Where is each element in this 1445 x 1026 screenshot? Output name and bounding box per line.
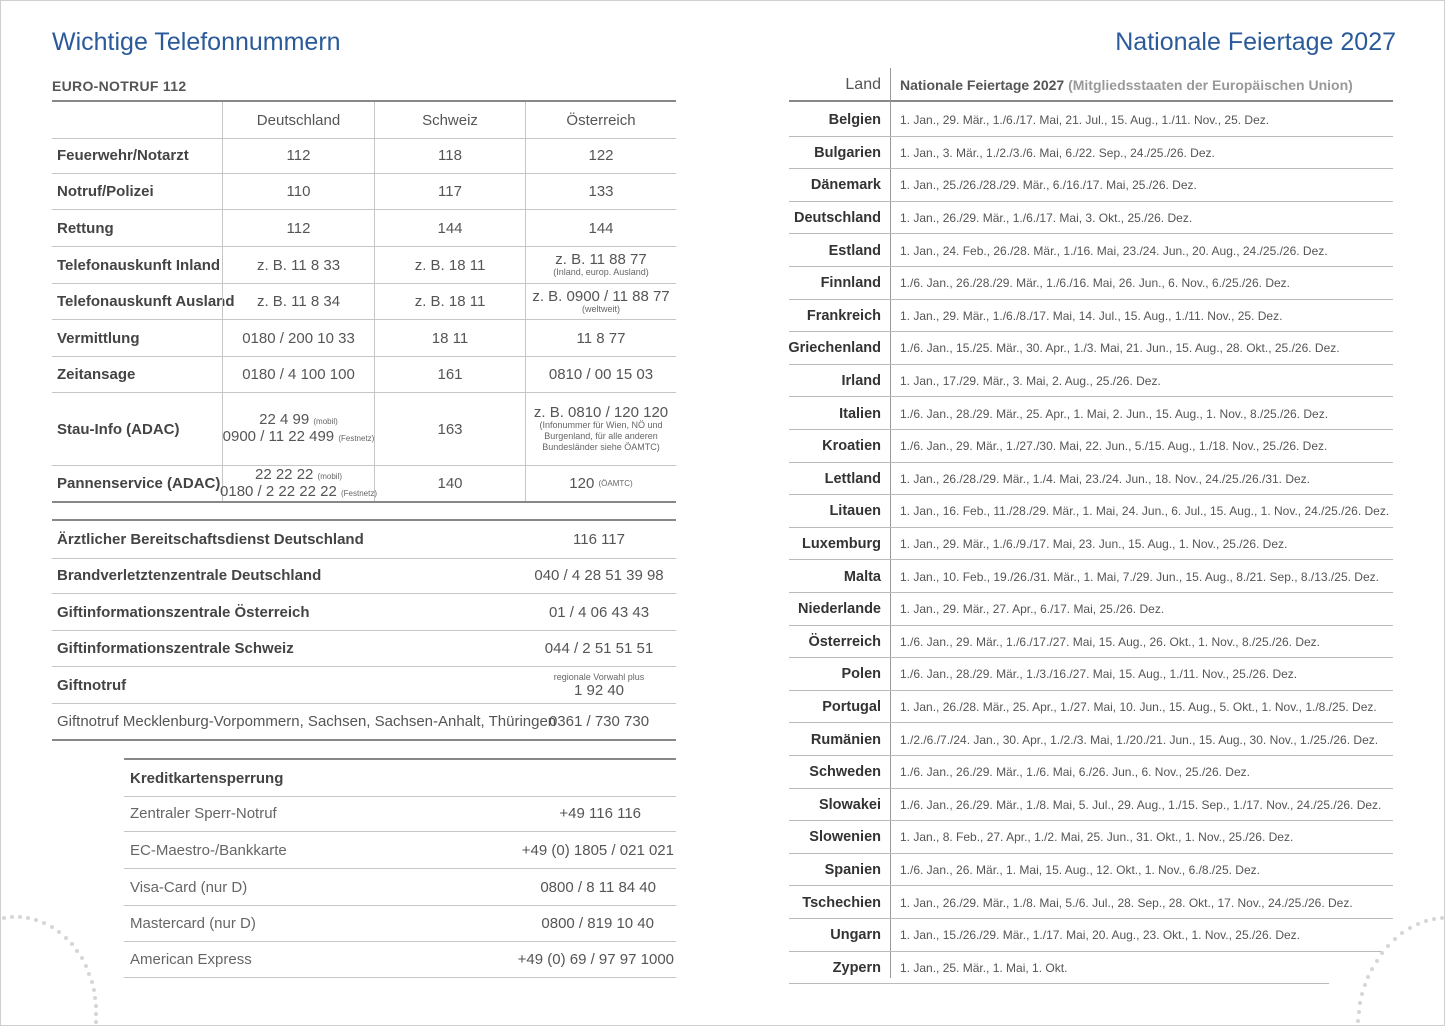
holiday-country: Tschechien bbox=[802, 894, 881, 911]
holiday-dates: 1. Jan., 10. Feb., 19./26./31. Mär., 1. Mai, 7./29. Jun., 15. Aug., 8./21. Sep., 8./13./25. Dez. bbox=[900, 569, 1379, 584]
card-label: American Express bbox=[130, 951, 252, 968]
card-block-heading: Kreditkartensperrung bbox=[130, 769, 284, 787]
service-label: Giftinformationszentrale Österreich bbox=[57, 603, 310, 621]
decorative-dots-left bbox=[0, 900, 140, 1026]
table-row bbox=[52, 357, 676, 393]
holiday-dates: 1. Jan., 26./28./29. Mär., 1./4. Mai, 23./24. Jun., 18. Nov., 24./25./26./31. Dez. bbox=[900, 471, 1311, 486]
holiday-country: Ungarn bbox=[830, 927, 881, 944]
number-deutschland bbox=[220, 465, 377, 501]
holiday-country: Malta bbox=[843, 568, 881, 585]
number-schweiz: 140 bbox=[374, 466, 525, 501]
number-oesterreich bbox=[525, 466, 676, 501]
holiday-dates: 1. Jan., 26./29. Mär., 1./6./17. Mai, 3. Okt., 25./26. Dez. bbox=[900, 211, 1193, 226]
number-schweiz: 18 11 bbox=[374, 320, 525, 356]
holiday-dates: 1./6. Jan., 15./25. Mär., 30. Apr., 1./3. Mai, 21. Jun., 15. Aug., 28. Okt., 25./26. Dez. bbox=[900, 341, 1340, 356]
card-number: +49 (0) 69 / 97 97 1000 bbox=[517, 951, 674, 968]
holiday-country: Niederlande bbox=[798, 601, 881, 618]
holiday-country: Portugal bbox=[822, 699, 881, 716]
column-header-oesterreich: Österreich bbox=[525, 102, 676, 138]
holiday-country: Griechenland bbox=[788, 340, 881, 357]
card-number: +49 (0) 1805 / 021 021 bbox=[521, 841, 674, 859]
number-note: (Inland, europ. Ausland) bbox=[553, 267, 649, 277]
row-label: Feuerwehr/Notarzt bbox=[57, 146, 189, 164]
number-note: (Festnetz) bbox=[338, 434, 375, 443]
holiday-country: Litauen bbox=[829, 503, 881, 520]
left-page-title: Wichtige Telefonnummern bbox=[52, 28, 341, 56]
number-note: (ÖAMTC) bbox=[598, 479, 633, 488]
holiday-dates: 1. Jan., 29. Mär., 1./6./8./17. Mai, 14. Jul., 15. Aug., 1./11. Nov., 25. Dez. bbox=[900, 308, 1283, 323]
service-row bbox=[52, 594, 676, 631]
service-label: Brandverletztenzentrale Deutschland bbox=[57, 566, 322, 584]
table-row bbox=[52, 284, 676, 320]
holiday-dates: 1./6. Jan., 28./29. Mär., 1./3./16./27. Mai, 15. Aug., 1./11. Nov., 25./26. Dez. bbox=[900, 667, 1298, 682]
service-label: Giftinformationszentrale Schweiz bbox=[57, 640, 294, 657]
table-row bbox=[52, 466, 676, 503]
card-number: 0800 / 819 10 40 bbox=[541, 915, 654, 932]
holiday-country: Schweden bbox=[809, 764, 881, 781]
number-line-mobil bbox=[255, 467, 342, 484]
holiday-dates: 1. Jan., 26./29. Mär., 1./8. Mai, 5./6. Jul., 28. Sep., 28. Okt., 17. Nov., 24./25./26. Dez. bbox=[900, 895, 1353, 910]
holiday-dates: 1./2./6./7./24. Jan., 30. Apr., 1./2./3. Mai, 1./20./21. Jun., 15. Aug., 30. Nov., 1./25./26. Dez. bbox=[900, 732, 1379, 747]
table-row bbox=[52, 210, 676, 247]
number-oesterreich bbox=[525, 393, 676, 465]
holiday-dates: 1. Jan., 24. Feb., 26./28. Mär., 1./16. Mai, 23./24. Jun., 20. Aug., 24./25./26. Dez. bbox=[900, 243, 1328, 258]
holiday-country: Estland bbox=[828, 242, 881, 259]
holiday-dates: 1./6. Jan., 26./28./29. Mär., 1./6./16. Mai, 26. Jun., 6. Nov., 6./25./26. Dez. bbox=[900, 276, 1290, 291]
holiday-dates: 1. Jan., 25. Mär., 1. Mai, 1. Okt. bbox=[900, 960, 1068, 975]
holiday-row bbox=[789, 463, 1393, 496]
holiday-row bbox=[789, 886, 1393, 919]
service-row bbox=[52, 704, 676, 741]
table-row bbox=[52, 393, 676, 466]
number-oesterreich: 133 bbox=[525, 174, 676, 209]
holiday-row bbox=[789, 495, 1393, 528]
number-deutschland: 112 bbox=[222, 210, 374, 246]
service-number: 116 117 bbox=[573, 531, 625, 548]
row-label: Telefonauskunft Inland bbox=[57, 256, 221, 274]
holiday-row bbox=[789, 202, 1393, 235]
number-deutschland: z. B. 11 8 34 bbox=[222, 284, 374, 319]
holiday-row bbox=[789, 332, 1393, 365]
number-schweiz: 144 bbox=[374, 210, 525, 246]
holiday-row bbox=[789, 952, 1329, 985]
number-deutschland bbox=[222, 393, 374, 465]
holiday-row bbox=[789, 626, 1393, 659]
emergency-table-header bbox=[52, 100, 676, 139]
number-value: z. B. 0900 / 11 88 77 bbox=[532, 287, 670, 305]
number-deutschland: 112 bbox=[222, 137, 374, 173]
holiday-country: Österreich bbox=[808, 633, 881, 650]
card-row bbox=[124, 832, 676, 869]
number-oesterreich: 144 bbox=[525, 210, 676, 246]
number-value: z. B. 11 88 77 bbox=[555, 251, 647, 268]
holiday-dates: 1. Jan., 16. Feb., 11./28./29. Mär., 1. Mai, 24. Jun., 6. Jul., 15. Aug., 1. Nov., 24./25./26. Dez. bbox=[900, 504, 1390, 519]
holiday-country: Zypern bbox=[832, 959, 881, 976]
holiday-dates: 1./6. Jan., 29. Mär., 1./27./30. Mai, 22. Jun., 5./15. Aug., 1./18. Nov., 25./26. Dez. bbox=[900, 439, 1328, 454]
service-row bbox=[52, 557, 676, 594]
card-row bbox=[124, 795, 676, 832]
row-label: Vermittlung bbox=[57, 329, 140, 347]
card-label: EC-Maestro-/Bankkarte bbox=[130, 841, 287, 859]
number-schweiz: 117 bbox=[374, 174, 525, 209]
number-schweiz: z. B. 18 11 bbox=[374, 247, 525, 283]
header-holidays-sub: (Mitgliedsstaaten der Europäischen Union) bbox=[1068, 77, 1353, 93]
row-divider bbox=[789, 983, 1329, 984]
number-note: (mobil) bbox=[313, 417, 338, 426]
card-label: Zentraler Sperr-Notruf bbox=[130, 804, 277, 822]
header-holidays bbox=[900, 70, 1353, 100]
holiday-dates: 1./6. Jan., 28./29. Mär., 25. Apr., 1. Mai, 2. Jun., 15. Aug., 1. Nov., 8./25./26. Dez. bbox=[900, 406, 1329, 421]
service-number: 040 / 4 28 51 39 98 bbox=[534, 566, 664, 584]
service-number bbox=[522, 667, 676, 703]
column-header-deutschland: Deutschland bbox=[222, 102, 374, 138]
holiday-row bbox=[789, 300, 1393, 333]
holiday-row bbox=[789, 397, 1393, 430]
service-label: Giftnotruf Mecklenburg-Vorpommern, Sachsen, Sachsen-Anhalt, Thüringen bbox=[57, 713, 557, 730]
holiday-dates: 1. Jan., 17./29. Mär., 3. Mai, 2. Aug., 25./26. Dez. bbox=[900, 374, 1161, 389]
holiday-country: Dänemark bbox=[810, 177, 881, 194]
service-number-value: 1 92 40 bbox=[573, 682, 625, 699]
number-deutschland: 0180 / 4 100 100 bbox=[222, 357, 374, 392]
holiday-dates: 1. Jan., 15./26./29. Mär., 1./17. Mai, 20. Aug., 23. Okt., 1. Nov., 25./26. Dez. bbox=[900, 928, 1300, 943]
number-line-mobil bbox=[259, 412, 338, 429]
card-row bbox=[124, 906, 676, 942]
header-holidays-main: Nationale Feiertage 2027 bbox=[900, 77, 1065, 93]
row-label: Pannenservice (ADAC) bbox=[57, 475, 221, 492]
right-page-title: Nationale Feiertage 2027 bbox=[1115, 28, 1396, 56]
number-line-festnetz bbox=[223, 429, 375, 446]
service-label: Giftnotruf bbox=[57, 676, 127, 694]
service-note: regionale Vorwahl plus bbox=[553, 672, 645, 682]
holiday-row bbox=[789, 169, 1393, 202]
holiday-country: Polen bbox=[841, 666, 881, 683]
table-row bbox=[52, 174, 676, 210]
holiday-dates: 1. Jan., 3. Mär., 1./2./3./6. Mai, 6./22. Sep., 24./25./26. Dez. bbox=[900, 145, 1215, 160]
holiday-row bbox=[789, 821, 1393, 854]
number-oesterreich bbox=[525, 284, 676, 319]
holiday-dates: 1. Jan., 29. Mär., 1./6./9./17. Mai, 23. Jun., 15. Aug., 1. Nov., 25./26. Dez. bbox=[900, 537, 1288, 552]
table-row bbox=[52, 320, 676, 357]
row-label: Rettung bbox=[57, 219, 114, 237]
holiday-country: Irland bbox=[841, 373, 881, 390]
number-note: (weltweit) bbox=[581, 303, 620, 314]
holiday-row bbox=[789, 593, 1393, 626]
table-row bbox=[52, 247, 676, 284]
card-row bbox=[124, 942, 676, 978]
holiday-row bbox=[789, 528, 1393, 561]
holiday-country: Kroatien bbox=[822, 438, 881, 455]
number-note: (mobil) bbox=[317, 471, 342, 481]
number-deutschland: 0180 / 200 10 33 bbox=[222, 320, 374, 356]
holiday-row bbox=[789, 430, 1393, 463]
holiday-row bbox=[789, 560, 1393, 593]
holiday-country: Belgien bbox=[828, 112, 881, 129]
holiday-country: Slowakei bbox=[818, 796, 881, 813]
number-oesterreich: 0810 / 00 15 03 bbox=[525, 357, 676, 392]
column-header-schweiz: Schweiz bbox=[374, 102, 525, 138]
number-deutschland: 110 bbox=[222, 174, 374, 209]
number-oesterreich: 122 bbox=[525, 137, 676, 173]
card-label: Visa-Card (nur D) bbox=[130, 878, 248, 896]
service-label: Ärztlicher Bereitschaftsdienst Deutschland bbox=[57, 531, 364, 548]
card-row bbox=[124, 869, 676, 906]
holiday-row bbox=[789, 789, 1393, 822]
holiday-country: Lettland bbox=[824, 470, 881, 487]
row-label: Zeitansage bbox=[57, 366, 136, 383]
number-schweiz: 161 bbox=[374, 357, 525, 392]
row-label: Notruf/Polizei bbox=[57, 183, 154, 200]
service-row bbox=[52, 519, 676, 559]
holiday-row bbox=[789, 658, 1393, 691]
holiday-row bbox=[789, 104, 1393, 137]
holiday-dates: 1. Jan., 25./26./28./29. Mär., 6./16./17. Mai, 25./26. Dez. bbox=[900, 178, 1197, 193]
table-row bbox=[52, 137, 676, 174]
service-number: 044 / 2 51 51 51 bbox=[544, 640, 654, 657]
holiday-row bbox=[789, 137, 1393, 170]
holiday-row bbox=[789, 267, 1393, 300]
holiday-row bbox=[789, 691, 1393, 724]
header-land: Land bbox=[845, 76, 881, 93]
holiday-country: Slowenien bbox=[809, 829, 881, 846]
holiday-dates: 1. Jan., 29. Mär., 1./6./17. Mai, 21. Jul., 15. Aug., 1./11. Nov., 25. Dez. bbox=[900, 113, 1270, 128]
holiday-dates: 1./6. Jan., 26./29. Mär., 1./6. Mai, 6./26. Jun., 6. Nov., 25./26. Dez. bbox=[900, 765, 1250, 780]
card-block-heading-row bbox=[124, 758, 676, 797]
holiday-dates: 1. Jan., 26./28. Mär., 25. Apr., 1./27. Mai, 10. Jun., 15. Aug., 5. Okt., 1. Nov., 1./8./25. Dez. bbox=[900, 700, 1377, 715]
card-number: +49 116 116 bbox=[559, 804, 641, 822]
card-number: 0800 / 8 11 84 40 bbox=[540, 878, 656, 896]
row-label: Telefonauskunft Ausland bbox=[57, 293, 235, 310]
holiday-country: Luxemburg bbox=[802, 536, 881, 553]
number-deutschland: z. B. 11 8 33 bbox=[222, 247, 374, 283]
holiday-country: Deutschland bbox=[793, 210, 881, 227]
number-oesterreich: 11 8 77 bbox=[525, 320, 676, 356]
service-row bbox=[52, 667, 676, 704]
holiday-country: Italien bbox=[839, 405, 881, 422]
number-value: 22 4 99 bbox=[259, 411, 310, 428]
holiday-row bbox=[789, 919, 1381, 952]
number-value: z. B. 0810 / 120 120 bbox=[533, 404, 669, 421]
service-number: 0361 / 730 730 bbox=[548, 713, 650, 730]
holiday-country: Bulgarien bbox=[814, 144, 881, 161]
holiday-country: Finnland bbox=[820, 275, 881, 292]
holiday-row bbox=[789, 234, 1393, 267]
number-note: (Festnetz) bbox=[340, 488, 377, 498]
number-value: 22 22 22 bbox=[254, 465, 314, 483]
number-schweiz: 163 bbox=[374, 393, 525, 465]
holiday-row bbox=[789, 723, 1393, 756]
euro-notruf-heading: EURO-NOTRUF 112 bbox=[52, 78, 187, 94]
card-label: Mastercard (nur D) bbox=[130, 915, 256, 932]
holiday-dates: 1./6. Jan., 26./29. Mär., 1./8. Mai, 5. Jul., 29. Aug., 1./15. Sep., 1./17. Nov., 24./25./26. Dez. bbox=[900, 797, 1382, 812]
number-value: 120 bbox=[569, 475, 595, 492]
holiday-dates: 1. Jan., 8. Feb., 27. Apr., 1./2. Mai, 25. Jun., 31. Okt., 1. Nov., 25./26. Dez. bbox=[900, 830, 1294, 845]
holiday-country: Rumänien bbox=[810, 731, 881, 748]
number-schweiz: z. B. 18 11 bbox=[374, 284, 525, 319]
holiday-country: Spanien bbox=[824, 862, 881, 879]
number-schweiz: 118 bbox=[374, 137, 525, 173]
number-value: 0180 / 2 22 22 22 bbox=[220, 482, 337, 500]
number-line-festnetz bbox=[220, 484, 377, 501]
row-label: Stau-Info (ADAC) bbox=[57, 420, 180, 438]
holiday-table-header bbox=[789, 70, 1393, 102]
number-oesterreich bbox=[525, 247, 676, 283]
holiday-dates: 1. Jan., 29. Mär., 27. Apr., 6./17. Mai, 25./26. Dez. bbox=[900, 602, 1165, 617]
holiday-row bbox=[789, 756, 1393, 789]
service-row bbox=[52, 631, 676, 667]
holiday-dates: 1./6. Jan., 26. Mär., 1. Mai, 15. Aug., 12. Okt., 1. Nov., 6./8./25. Dez. bbox=[900, 863, 1260, 878]
number-value: 0900 / 11 22 499 bbox=[222, 428, 335, 445]
holiday-dates: 1./6. Jan., 29. Mär., 1./6./17./27. Mai, 15. Aug., 26. Okt., 1. Nov., 8./25./26. Dez. bbox=[900, 634, 1321, 649]
number-note: (Infonummer für Wien, NÖ und Burgenland, für alle anderen Bundesländer siehe ÖAMTC) bbox=[539, 420, 663, 452]
holiday-row bbox=[789, 854, 1393, 887]
holiday-country: Frankreich bbox=[806, 307, 881, 324]
holiday-row bbox=[789, 365, 1393, 398]
service-number: 01 / 4 06 43 43 bbox=[548, 603, 650, 621]
